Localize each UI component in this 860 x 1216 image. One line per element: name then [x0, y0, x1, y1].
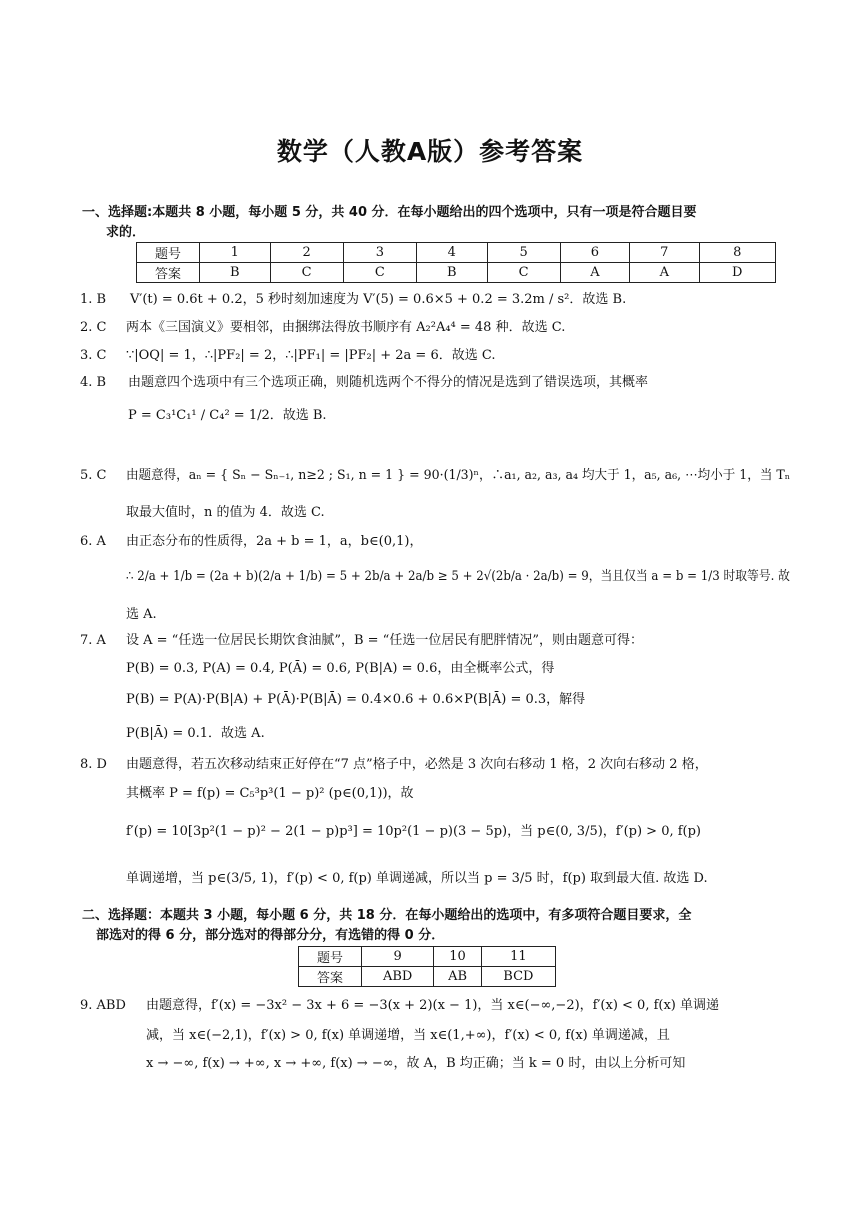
page-title: 数学（人教A版）参考答案: [276, 137, 584, 166]
answer-formula: ∴ 2/a + 1/b = (2a + b)(2/a + 1/b) = 5 + 2b/a + 2a/b ≥ 5 + 2√(2b/a · 2a/b) = 9，当且仅当 a = b = 1/3 时取等号. 故: [126, 569, 790, 584]
question-number: 2. C: [80, 320, 107, 335]
table-header-cell: 题号: [137, 243, 200, 263]
question-number: 6. A: [80, 534, 106, 549]
answer-formula: P(B) = P(A)·P(B|A) + P(Ā)·P(B|Ā) = 0.4×0.6 + 0.6×P(B|Ā) = 0.3，解得: [126, 692, 586, 707]
table-cell: 3: [343, 243, 416, 263]
table-cell: ABD: [362, 967, 434, 987]
table-cell: 4: [416, 243, 487, 263]
answer-formula: 其概率 P = f(p) = C₅³p³(1 − p)² (p∈(0,1))，故: [126, 786, 414, 801]
table-cell: D: [699, 263, 775, 283]
table-cell: A: [560, 263, 629, 283]
table-row: [299, 967, 556, 987]
answer-text: 两本《三国演义》要相邻，由捆绑法得放书顺序有 A₂²A₄⁴ = 48 种．故选 C.: [126, 320, 566, 335]
table-cell: 5: [487, 243, 560, 263]
table-cell: B: [200, 263, 271, 283]
table-row: [137, 243, 776, 263]
table-cell: 10: [434, 947, 481, 967]
question-number: 3. C: [80, 348, 107, 363]
answer-formula: 由题意得，f′(x) = −3x² − 3x + 6 = −3(x + 2)(x − 1)，当 x∈(−∞,−2)，f′(x) < 0, f(x) 单调递: [146, 998, 720, 1013]
table-cell: C: [487, 263, 560, 283]
answer-table-1: [136, 242, 776, 283]
answer-formula: P(B) = 0.3, P(A) = 0.4, P(Ā) = 0.6, P(B|A) = 0.6，由全概率公式，得: [126, 661, 555, 676]
table-header-cell: 题号: [299, 947, 362, 967]
table-row: [299, 947, 556, 967]
answer-formula: 由题意得，aₙ = { Sₙ − Sₙ₋₁, n≥2 ; S₁, n = 1 } = 90·(1/3)ⁿ，∴a₁, a₂, a₃, a₄ 均大于 1，a₅, a₆, ⋯均小于 1，当 Tₙ: [126, 468, 791, 483]
table-header-cell: 答案: [137, 263, 200, 283]
table-cell: 7: [630, 243, 699, 263]
table-row: [137, 263, 776, 283]
answer-formula: P = C₃¹C₁¹ / C₄² = 1/2．故选 B.: [128, 408, 327, 423]
question-number: 4. B: [80, 375, 107, 390]
question-number: 5. C: [80, 468, 107, 483]
answer-text: V′(t) = 0.6t + 0.2，5 秒时刻加速度为 V′(5) = 0.6×5 + 0.2 = 3.2m / s²．故选 B.: [130, 292, 627, 307]
answer-text: 选 A.: [126, 607, 157, 622]
table-cell: A: [630, 263, 699, 283]
table-cell: 9: [362, 947, 434, 967]
section2-heading: [82, 906, 782, 946]
table-cell: BCD: [481, 967, 555, 987]
answer-text: 由题意四个选项中有三个选项正确，则随机选两个不得分的情况是选到了错误选项，其概率: [128, 375, 649, 390]
table-cell: 6: [560, 243, 629, 263]
answer-table-2: [298, 946, 556, 987]
answer-text: 设 A = “任选一位居民长期饮食油腻”，B = “任选一位居民有肥胖情况”，则由题意可得：: [126, 633, 643, 648]
table-header-cell: 答案: [299, 967, 362, 987]
table-cell: 11: [481, 947, 555, 967]
answer-formula: 单调递增，当 p∈(3/5, 1)，f′(p) < 0, f(p) 单调递减，所以当 p = 3/5 时，f(p) 取到最大值. 故选 D.: [126, 871, 708, 886]
answer-text: ∵|OQ| = 1，∴|PF₂| = 2，∴|PF₁| = |PF₂| + 2a = 6．故选 C.: [126, 348, 496, 363]
table-cell: AB: [434, 967, 481, 987]
question-number: 8. D: [80, 757, 107, 772]
section1-heading: [82, 203, 782, 243]
answer-text: 由题意得，若五次移动结束正好停在“7 点”格子中，必然是 3 次向右移动 1 格，2 次向右移动 2 格，: [126, 757, 708, 772]
answer-text: 由正态分布的性质得，2a + b = 1，a，b∈(0,1)，: [126, 534, 423, 549]
table-cell: 8: [699, 243, 775, 263]
question-number: 1. B: [80, 292, 107, 307]
answer-formula: P(B|Ā) = 0.1．故选 A.: [126, 726, 265, 741]
section1-heading-line1: 一、选择题:本题共 8 小题，每小题 5 分，共 40 分．在每小题给出的四个选项中，只有一项是符合题目要: [82, 205, 697, 220]
answer-text: 取最大值时，n 的值为 4．故选 C.: [126, 505, 325, 520]
answer-formula: f′(p) = 10[3p²(1 − p)² − 2(1 − p)p³] = 10p²(1 − p)(3 − 5p)，当 p∈(0, 3/5)，f′(p) > 0, f(p): [126, 824, 702, 839]
section1-heading-line2: 求的．: [106, 225, 146, 240]
question-number: 7. A: [80, 633, 106, 648]
table-cell: 1: [200, 243, 271, 263]
table-cell: C: [270, 263, 343, 283]
section2-heading-line1: 二、选择题：本题共 3 小题，每小题 6 分，共 18 分．在每小题给出的选项中，有多项符合题目要求，全: [82, 908, 692, 923]
table-cell: B: [416, 263, 487, 283]
section2-heading-line2: 部选对的得 6 分，部分选对的得部分分，有选错的得 0 分．: [96, 928, 445, 943]
answer-formula: x → −∞, f(x) → +∞, x → +∞, f(x) → −∞，故 A，B 均正确；当 k = 0 时，由以上分析可知: [146, 1056, 686, 1071]
table-cell: C: [343, 263, 416, 283]
question-number: 9. ABD: [80, 998, 126, 1013]
answer-formula: 减，当 x∈(−2,1)，f′(x) > 0, f(x) 单调递增，当 x∈(1,+∞)，f′(x) < 0, f(x) 单调递减，且: [146, 1028, 670, 1043]
table-cell: 2: [270, 243, 343, 263]
